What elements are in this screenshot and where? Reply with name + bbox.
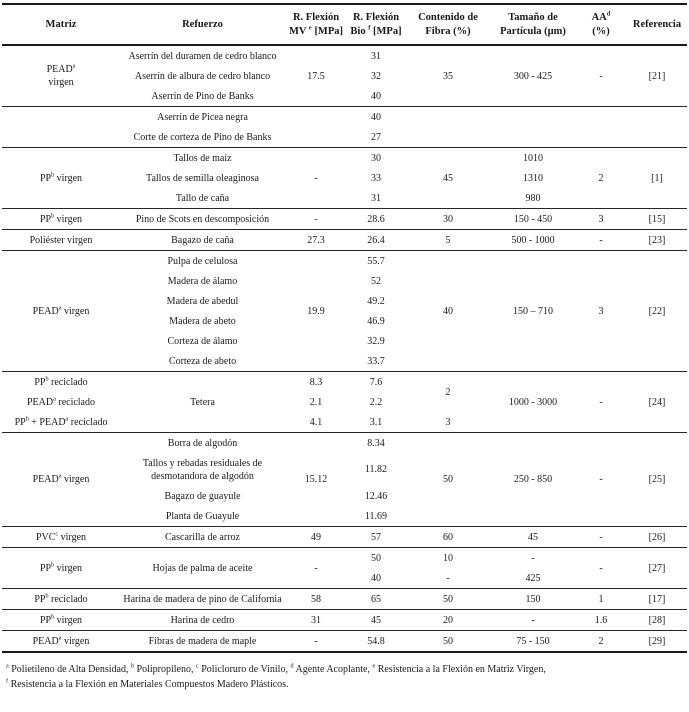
header-line: R. Flexión	[292, 12, 340, 23]
cell-matriz	[2, 107, 120, 148]
cell-refuerzo: Aserrín de Pino de Banks	[151, 90, 254, 102]
cell-refuerzo: Aserrín del duramen de cedro blanco	[128, 50, 277, 62]
table-row	[2, 589, 687, 610]
cell-particula: 250 - 850	[491, 433, 575, 527]
cell-matriz: $PP^b$ reciclado	[2, 372, 120, 393]
cell-particula: 150 - 450	[491, 209, 575, 230]
cell-particula: 1000 - 3000	[491, 372, 575, 433]
cell-particula	[491, 107, 575, 148]
cell-bio: 27	[371, 131, 381, 143]
cell-bio: 32	[371, 70, 381, 82]
cell-refuerzo: Planta de Guayule	[165, 510, 240, 522]
cell-bio: 33	[371, 172, 381, 184]
cell-refuerzo: Pulpa de celulosa	[120, 251, 285, 272]
cell-refuerzo: Tallos de semilla oleaginosa	[146, 172, 259, 184]
header-line: R. Flexión	[352, 12, 400, 23]
footnote-line-2: $^f$ Resistencia a la Flexión en Materiales Compuestos Madero Plásticos.	[6, 677, 289, 690]
table-row	[2, 527, 687, 548]
cell-refuerzo: Harina de madera de pino de California	[120, 589, 285, 610]
cell-refuerzo: Borra de algodón	[120, 433, 285, 454]
cell-refuerzo: Bagazo de caña	[120, 230, 285, 251]
cell-mv: 17.5	[307, 70, 325, 82]
cell-mv: -	[285, 631, 347, 653]
table-row	[2, 433, 687, 454]
header-line: MV $^e$ [MPa]	[288, 24, 344, 37]
cell-refuerzo: Tallo de caña	[175, 192, 230, 204]
cell-mv	[285, 107, 347, 148]
cell-aa: -	[575, 527, 627, 548]
cell-referencia: [15]	[627, 209, 687, 230]
header-line: Tamaño de	[508, 12, 558, 23]
cell-aa: 2	[575, 631, 627, 653]
cell-mv: -	[285, 209, 347, 230]
cell-refuerzo: Harina de cedro	[120, 610, 285, 631]
table-row	[2, 631, 687, 653]
cell-referencia: [28]	[627, 610, 687, 631]
cell-matriz: PEAD$^a$ virgen	[2, 433, 120, 527]
cell-matriz: Poliéster virgen	[2, 230, 120, 251]
cell-aa: -	[575, 548, 627, 589]
cell-aa: -	[575, 372, 627, 433]
cell-aa: -	[575, 433, 627, 527]
cell-mv: 19.9	[285, 251, 347, 372]
cell-fibra: 50	[405, 433, 491, 527]
cell-bio: 50	[347, 548, 405, 569]
table-row	[2, 230, 687, 251]
cell-bio: 52	[371, 275, 381, 287]
col-header-refuerzo: Refuerzo	[120, 4, 285, 45]
cell-refuerzo: Madera de álamo	[167, 275, 238, 287]
table-row	[2, 148, 687, 169]
cell-fibra: -	[446, 572, 450, 584]
cell-fibra: 20	[405, 610, 491, 631]
cell-referencia: [17]	[627, 589, 687, 610]
cell-aa: 3	[575, 209, 627, 230]
header-line: Bio $^f$ [MPa]	[350, 24, 402, 37]
cell-fibra: 50	[405, 589, 491, 610]
cell-mv: 27.3	[285, 230, 347, 251]
table-row	[2, 372, 687, 393]
cell-fibra: 45	[405, 148, 491, 209]
cell-bio: 40	[371, 90, 381, 102]
cell-refuerzo: Tallos y rebadas residuales de desmotandora de algodón	[142, 457, 263, 482]
table-header	[2, 4, 687, 45]
cell-particula: 300 - 425	[513, 70, 553, 82]
cell-bio: 11.82	[364, 464, 388, 476]
cell-aa: -	[599, 70, 603, 82]
cell-mv: 4.1	[309, 416, 323, 428]
cell-bio: 32.9	[367, 335, 385, 347]
cell-matriz: PEAD$^a$ virgen	[2, 631, 120, 653]
header-line: Fibra (%)	[425, 25, 471, 37]
col-header-r-flexion-mv	[285, 4, 347, 45]
cell-referencia: [22]	[627, 251, 687, 372]
cell-refuerzo: Tallos de maíz	[120, 148, 285, 169]
table-row	[2, 251, 687, 272]
col-header-r-flexion-bio	[347, 4, 405, 45]
cell-matriz: PEAD$^a$ reciclado	[26, 395, 95, 408]
cell-bio: 11.69	[364, 510, 388, 522]
cell-matriz: $PP^b$ virgen	[2, 548, 120, 589]
cell-referencia	[627, 107, 687, 148]
cell-aa	[575, 107, 627, 148]
cell-particula: -	[491, 548, 575, 569]
cell-fibra: 35	[443, 70, 453, 82]
cell-refuerzo: Pino de Scots en descomposición	[120, 209, 285, 230]
cell-fibra	[405, 107, 491, 148]
cell-aa: 1.6	[575, 610, 627, 631]
cell-bio: 26.4	[347, 230, 405, 251]
col-header-referencia: Referencia	[627, 4, 687, 45]
cell-particula: 1310	[523, 172, 543, 184]
cell-particula: 1010	[491, 148, 575, 169]
cell-bio: 46.9	[367, 315, 385, 327]
cell-matriz: PVC$^c$ virgen	[2, 527, 120, 548]
composites-flexural-table	[2, 3, 687, 653]
cell-referencia: [21]	[648, 70, 666, 82]
cell-fibra: 10	[405, 548, 491, 569]
col-header-aa	[575, 4, 627, 45]
header-row	[2, 4, 687, 45]
cell-referencia: [29]	[627, 631, 687, 653]
cell-bio: 57	[347, 527, 405, 548]
cell-referencia: [26]	[627, 527, 687, 548]
cell-particula: -	[491, 610, 575, 631]
cell-referencia: [24]	[627, 372, 687, 433]
cell-bio: 55.7	[347, 251, 405, 272]
cell-refuerzo: Tetera	[120, 372, 285, 433]
cell-bio: 31	[371, 50, 381, 62]
cell-mv: 58	[285, 589, 347, 610]
cell-mv: -	[285, 548, 347, 589]
cell-referencia: [1]	[627, 148, 687, 209]
cell-fibra: 3	[445, 416, 451, 428]
cell-mv: -	[285, 148, 347, 209]
cell-particula: 75 - 150	[491, 631, 575, 653]
table-row	[2, 45, 687, 66]
cell-refuerzo: Aserrín de albura de cedro blanco	[134, 70, 271, 82]
cell-bio: 12.46	[364, 490, 388, 502]
table-row	[2, 548, 687, 569]
cell-matriz: $PP^b$ reciclado	[2, 589, 120, 610]
col-header-matriz: Matriz	[2, 4, 120, 45]
cell-bio: 31	[371, 192, 381, 204]
cell-bio: 7.6	[347, 372, 405, 393]
cell-fibra: 40	[405, 251, 491, 372]
cell-matriz: $PP^b$ virgen	[2, 610, 120, 631]
col-header-contenido-fibra	[405, 4, 491, 45]
footnote-line-1: $^a$ Polietileno de Alta Densidad, $^b$ Polipropileno, $^c$ Policloruro de Vinilo, $^d$ Agente Acoplante, $^e$ Resistencia a la Flexión en Matriz Virgen,	[6, 662, 546, 676]
cell-refuerzo: Fibras de madera de maple	[120, 631, 285, 653]
cell-bio: 54.8	[347, 631, 405, 653]
cell-particula: 150 – 710	[491, 251, 575, 372]
cell-bio: 40	[347, 107, 405, 128]
cell-bio: 8.34	[347, 433, 405, 454]
cell-refuerzo: Bagazo de guayule	[164, 490, 241, 502]
cell-fibra: 60	[405, 527, 491, 548]
cell-fibra: 30	[405, 209, 491, 230]
cell-mv: 31	[285, 610, 347, 631]
cell-particula: 980	[525, 192, 541, 204]
cell-refuerzo: Madera de abeto	[169, 315, 236, 327]
cell-bio: 45	[347, 610, 405, 631]
cell-aa: 3	[575, 251, 627, 372]
cell-matriz: $PP^b$ + $PEAD^a$ reciclado	[14, 415, 108, 428]
cell-aa: 2	[575, 148, 627, 209]
cell-fibra: 5	[405, 230, 491, 251]
cell-mv: 2.1	[309, 396, 323, 408]
cell-fibra: 50	[405, 631, 491, 653]
table-footnotes	[6, 663, 685, 692]
cell-referencia: [25]	[627, 433, 687, 527]
header-line: Contenido de	[418, 12, 478, 23]
cell-bio: 30	[347, 148, 405, 169]
cell-refuerzo: Aserrín de Picea negra	[120, 107, 285, 128]
table-body	[2, 45, 687, 652]
cell-refuerzo: Corteza de álamo	[167, 335, 238, 347]
cell-refuerzo: Madera de abedul	[166, 295, 239, 307]
cell-bio: 28.6	[347, 209, 405, 230]
cell-bio: 49.2	[367, 295, 385, 307]
cell-refuerzo: Cascarilla de arroz	[120, 527, 285, 548]
header-line: Partícula (μm)	[500, 25, 566, 37]
header-line: $AA^d$	[591, 10, 611, 23]
cell-matriz: PEAD$^a$ virgen	[2, 251, 120, 372]
cell-bio: 40	[371, 572, 381, 584]
table-row	[2, 209, 687, 230]
cell-referencia: [23]	[627, 230, 687, 251]
cell-matriz: $PP^b$ virgen	[2, 209, 120, 230]
cell-referencia: [27]	[627, 548, 687, 589]
cell-particula: 500 - 1000	[491, 230, 575, 251]
cell-fibra: 2	[405, 372, 491, 413]
cell-particula: 45	[491, 527, 575, 548]
cell-mv: 49	[285, 527, 347, 548]
cell-particula: 425	[525, 572, 541, 584]
cell-refuerzo: Hojas de palma de aceite	[120, 548, 285, 589]
cell-bio: 2.2	[369, 396, 383, 408]
cell-bio: 65	[347, 589, 405, 610]
cell-mv: 15.12	[285, 433, 347, 527]
header-line: (%)	[592, 25, 610, 37]
cell-matriz: PEAD$^a$ virgen	[46, 62, 76, 89]
cell-particula: 150	[491, 589, 575, 610]
table-row	[2, 610, 687, 631]
cell-bio: 3.1	[369, 416, 383, 428]
cell-aa: 1	[575, 589, 627, 610]
table-row	[2, 107, 687, 128]
cell-mv: 8.3	[285, 372, 347, 393]
cell-bio: 33.7	[367, 355, 385, 367]
cell-refuerzo: Corteza de abeto	[168, 355, 237, 367]
cell-refuerzo: Corte de corteza de Pino de Banks	[133, 131, 272, 143]
cell-aa: -	[575, 230, 627, 251]
col-header-tamano-particula	[491, 4, 575, 45]
cell-matriz: $PP^b$ virgen	[2, 148, 120, 209]
